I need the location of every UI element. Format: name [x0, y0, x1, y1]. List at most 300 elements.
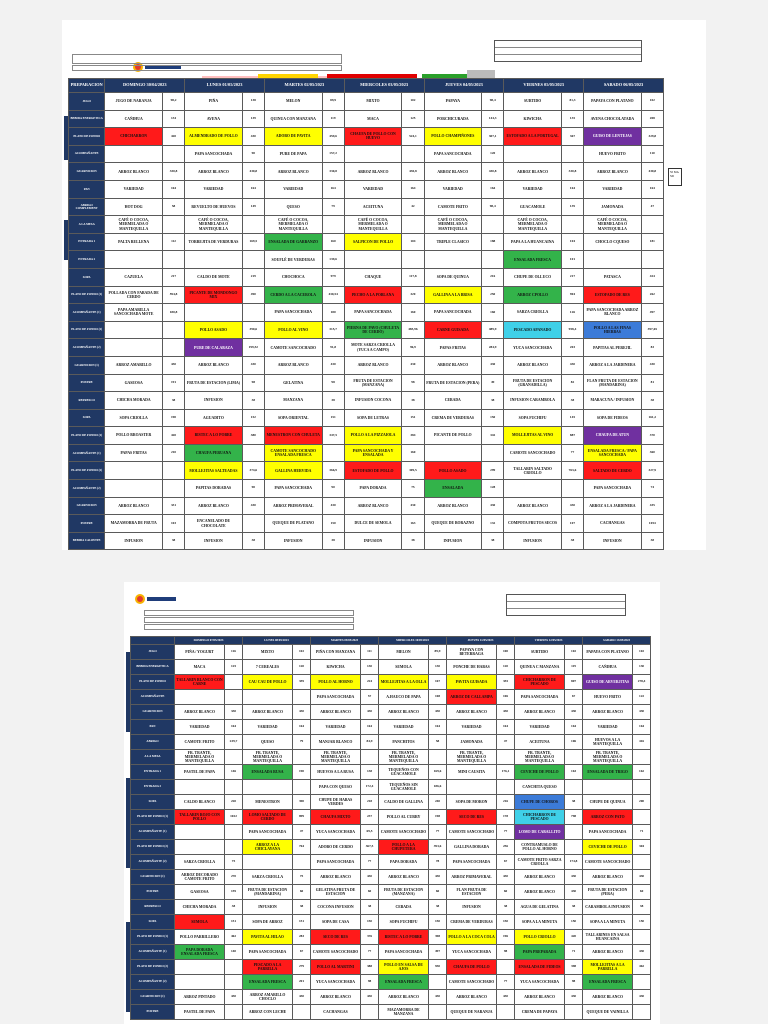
dish-quantity: 309,5: [402, 462, 424, 480]
menu-row: [131, 690, 651, 705]
menu-row: [69, 427, 664, 445]
dish-quantity: 107: [561, 515, 583, 533]
dish-quantity: 430: [565, 990, 583, 1005]
dish-description: CHAUFA DE POLLO CON HUEVO: [344, 128, 402, 146]
dish-quantity: 38: [402, 532, 424, 550]
dish-description: [504, 145, 562, 163]
dish-description: ARROZ PRIMAVERAL: [264, 497, 322, 515]
dish-quantity: 490: [242, 286, 264, 304]
dish-quantity: 138: [361, 765, 379, 780]
dish-quantity: 78: [429, 855, 447, 870]
dish-quantity: 1022: [225, 810, 243, 825]
dish-description: PAPITAS DORADAS: [185, 480, 243, 498]
dish-quantity: 75: [225, 855, 243, 870]
menu-row: [69, 462, 664, 480]
day-header: DOMINGO 07/05/2023: [175, 637, 243, 645]
dish-description: MAZAMORRA DE FRUTA: [105, 515, 163, 533]
row-label: ACOMPAÑANTE (2): [131, 855, 175, 870]
dish-quantity: 162: [633, 765, 651, 780]
dish-quantity: 430: [497, 870, 515, 885]
dish-quantity: 330,8: [162, 163, 184, 181]
dish-quantity: 430: [633, 705, 651, 720]
dish-description: PAPA DORADA ENSALADA FRESCA: [175, 945, 225, 960]
day-header: MARTES 09/05/2023: [311, 637, 379, 645]
dish-description: FR. TRANTE, MERMELADA O MANTEQUILLA: [515, 750, 565, 765]
menu-row: [69, 497, 664, 515]
dish-description: CHUPE DE OLLUCO: [504, 268, 562, 286]
dish-description: FR. TRANTE, MERMELADA O MANTEQUILLA: [311, 750, 361, 765]
dish-description: [175, 690, 225, 705]
dish-quantity: 38: [565, 795, 583, 810]
dish-description: FR. TRANTE, MERMELADA O MANTEQUILLA: [379, 750, 429, 765]
dish-quantity: 497: [429, 945, 447, 960]
dish-description: POLLO AL MARTINI: [311, 960, 361, 975]
dish-quantity: 60: [497, 885, 515, 900]
dish-description: SOPA DE QUINUA: [424, 268, 482, 286]
dish-description: MOLLEJITAS AL VINO: [504, 427, 562, 445]
dish-description: ARROZ BLANCO: [515, 705, 565, 720]
dish-quantity: 145: [561, 409, 583, 427]
page-2: [124, 582, 660, 1024]
dish-description: CREMA DE VERDURAS: [447, 915, 497, 930]
dish-description: ARROZ BLANCO: [504, 356, 562, 374]
dish-quantity: [641, 216, 663, 234]
dish-description: FR. TRANTE, MERMELADA O MANTEQUILLA: [583, 750, 633, 765]
dish-quantity: 90: [242, 145, 264, 163]
dish-quantity: 430: [482, 497, 504, 515]
dish-description: TALLARINES EN SALSA HUANCAINA: [583, 930, 633, 945]
dish-quantity: 98: [361, 975, 379, 990]
menu-row: [131, 840, 651, 855]
dish-quantity: 397,65: [641, 321, 663, 339]
dish-quantity: 430: [633, 945, 651, 960]
day-header: MIERCOLES 03/05/2023: [344, 79, 424, 93]
dish-description: SEMOLA: [175, 915, 225, 930]
dish-quantity: 958,4: [561, 321, 583, 339]
dish-description: ARROZ CPOLLO: [504, 286, 562, 304]
dish-description: GALLINA HERVIDA: [264, 462, 322, 480]
dish-description: MANZANA: [264, 392, 322, 410]
dish-quantity: 374,6: [242, 462, 264, 480]
dish-description: [583, 780, 633, 795]
dish-quantity: 89,9: [322, 93, 344, 111]
dish-quantity: 164: [429, 720, 447, 735]
dish-description: JUGO DE NARANJA: [105, 93, 163, 111]
dish-description: VARIEDAD: [424, 180, 482, 198]
dish-quantity: 188: [482, 233, 504, 251]
dish-description: [105, 339, 163, 357]
dish-description: ADOBO DE PAVITA: [264, 128, 322, 146]
dish-description: PASTEL DE PAPA: [175, 765, 225, 780]
dish-description: CALDO DE MOTE: [185, 268, 243, 286]
dish-description: PAVITA AL HILAO: [243, 930, 293, 945]
dish-quantity: 38: [361, 900, 379, 915]
dish-quantity: 164: [641, 180, 663, 198]
row-label: ENTRADA 1: [69, 233, 105, 251]
dish-description: PAPITAS AL PEREJIL: [584, 339, 642, 357]
dish-quantity: 462: [633, 960, 651, 975]
dish-quantity: 327,9: [641, 462, 663, 480]
dish-quantity: 190: [162, 409, 184, 427]
dish-description: FR. TRANTE, MERMELADA O MANTEQUILLA: [175, 750, 225, 765]
dish-quantity: 430: [429, 705, 447, 720]
dish-description: LOMO DE CABALLITO: [515, 825, 565, 840]
dish-description: MINI CAUSITA: [447, 765, 497, 780]
dish-description: CEVICHE DE POLLO: [583, 840, 633, 855]
dish-quantity: [225, 960, 243, 975]
dish-quantity: 60: [361, 885, 379, 900]
dish-quantity: 130: [429, 660, 447, 675]
menu-row: [69, 444, 664, 462]
dish-description: ARROZ A LA CHICLAYANA: [243, 840, 293, 855]
dish-quantity: 103: [162, 515, 184, 533]
dish-description: CARAMBOLA INFUSION: [583, 900, 633, 915]
dish-quantity: 77: [361, 945, 379, 960]
dish-description: SECO DE RES: [447, 810, 497, 825]
dish-description: PAPA SANCOCHADA Y ENSALADA: [344, 444, 402, 462]
dish-description: CAFÉ O COCOA, MERMELADA O MANTEQUILLA: [504, 216, 562, 234]
dish-quantity: 98: [242, 374, 264, 392]
dish-quantity: 435: [641, 497, 663, 515]
dish-quantity: 430,54: [322, 286, 344, 304]
dish-description: CARNE GUISADA: [424, 321, 482, 339]
dish-quantity: 430: [225, 990, 243, 1005]
dish-description: [243, 780, 293, 795]
row-label: GUARNICION: [69, 497, 105, 515]
row-label: SOPA: [131, 915, 175, 930]
dish-description: ADOBO DE CERDO: [311, 840, 361, 855]
dish-quantity: 75: [293, 870, 311, 885]
dish-quantity: 359: [293, 675, 311, 690]
dish-quantity: 181: [641, 233, 663, 251]
dish-quantity: 130: [361, 660, 379, 675]
dish-quantity: 430: [293, 705, 311, 720]
dish-quantity: 216: [497, 795, 515, 810]
dish-description: POLLO ASADO: [424, 462, 482, 480]
dish-description: PAPA SANCOCHADA: [311, 855, 361, 870]
dish-quantity: 67: [565, 690, 583, 705]
dish-description: PAPA SANCOCHADA: [515, 690, 565, 705]
dish-quantity: 430,8: [402, 163, 424, 181]
dish-description: ENSALADA FRESCA: [379, 975, 429, 990]
dish-description: CHICHARRON: [105, 128, 163, 146]
dish-quantity: 393,6: [429, 840, 447, 855]
dish-description: MOLLEJITAS A LA OLLA: [379, 675, 429, 690]
dish-quantity: 430: [561, 356, 583, 374]
menu-row: [69, 321, 664, 339]
menu-row: [69, 304, 664, 322]
dish-description: CAÑIHUA: [583, 660, 633, 675]
dish-description: COCONA INFUSION: [311, 900, 361, 915]
dish-description: PAPA SANCOCHADA: [379, 945, 429, 960]
dish-description: GELATINA: [264, 374, 322, 392]
dish-quantity: 430: [361, 705, 379, 720]
dish-quantity: 196: [497, 930, 515, 945]
menu-row: [131, 975, 651, 990]
row-label: PLATO DE FONDO (2): [131, 960, 175, 975]
dish-quantity: [482, 216, 504, 234]
dish-description: PALTA RELLENA: [105, 233, 163, 251]
dish-description: VARIEDAD: [447, 720, 497, 735]
dish-description: CAFÉ O COCOA, MERMELADA O MANTEQUILLA: [584, 216, 642, 234]
dish-quantity: 38: [322, 532, 344, 550]
dish-description: PURE DE PAPA: [264, 145, 322, 163]
dish-description: ENSALADA DE FIDEOS: [515, 960, 565, 975]
row-label: ABRIGO COMPLEMENT: [69, 198, 105, 216]
dish-quantity: 979: [322, 268, 344, 286]
dish-quantity: [429, 1005, 447, 1020]
dish-description: ARROZ BLANCO: [583, 945, 633, 960]
dish-description: ARROZ BLANCO: [584, 163, 642, 181]
row-label: PLATO DE FONDO: [131, 675, 175, 690]
dish-quantity: 150: [497, 915, 515, 930]
dish-description: CANCHITA QUESO: [515, 780, 565, 795]
dish-quantity: 132: [482, 515, 504, 533]
dish-description: PESCADO A LA PARRILLA: [243, 960, 293, 975]
dish-quantity: 60: [429, 885, 447, 900]
row-label: GUARNICION (1): [131, 870, 175, 885]
row-label: ACOMPAÑANTE (1): [131, 825, 175, 840]
dish-quantity: 367: [561, 128, 583, 146]
dish-quantity: 38: [293, 900, 311, 915]
dish-quantity: 57: [361, 690, 379, 705]
dish-description: SOPA FUCHIFU: [504, 409, 562, 427]
dish-quantity: 430: [242, 128, 264, 146]
dish-quantity: 79: [293, 735, 311, 750]
dish-quantity: 150: [565, 915, 583, 930]
dish-description: POLLO A LA CHUPETERA: [379, 840, 429, 855]
menu-row: [69, 251, 664, 269]
dish-description: GUACAMOLE: [504, 198, 562, 216]
dish-quantity: 220: [225, 795, 243, 810]
dish-quantity: 106: [565, 735, 583, 750]
dish-quantity: 191: [162, 374, 184, 392]
dish-description: POLLO PARRILLERO: [175, 930, 225, 945]
dish-quantity: 176,1: [497, 765, 515, 780]
dish-quantity: [225, 1005, 243, 1020]
dish-quantity: 164: [497, 720, 515, 735]
dish-quantity: 330: [225, 705, 243, 720]
dish-description: DULCE DE SEMOLA: [344, 515, 402, 533]
dish-quantity: 98,4: [482, 198, 504, 216]
dish-quantity: 430: [293, 990, 311, 1005]
dish-quantity: 108: [429, 690, 447, 705]
dish-quantity: [293, 690, 311, 705]
dish-quantity: 138: [242, 93, 264, 111]
dish-description: FR. TRANTE, MERMELADA O MANTEQUILLA: [243, 750, 293, 765]
dish-quantity: 256: [497, 840, 515, 855]
row-label: POSTRE: [69, 374, 105, 392]
dish-description: ARROZ BLANCO: [583, 990, 633, 1005]
dish-description: PAPA SANCOCHADA: [424, 145, 482, 163]
dish-quantity: 98: [497, 945, 515, 960]
dish-quantity: 38: [162, 532, 184, 550]
dish-quantity: 366,9: [322, 462, 344, 480]
menu-row: [69, 286, 664, 304]
dish-description: ENCANELADO DE CHOCOLATE: [185, 515, 243, 533]
dish-quantity: 430: [361, 870, 379, 885]
dish-description: [243, 855, 293, 870]
dish-quantity: 150: [361, 915, 379, 930]
dish-quantity: 75: [402, 480, 424, 498]
menu-row: [131, 990, 651, 1005]
menu-row: [131, 675, 651, 690]
dish-quantity: 77: [497, 975, 515, 990]
dish-description: POLLO EN SALSA DE AJOS: [379, 960, 429, 975]
dish-description: BISTEC A LO POBRE: [185, 427, 243, 445]
menu-row: [69, 163, 664, 181]
dish-quantity: 930: [429, 960, 447, 975]
dish-description: ARROZ BLANCO: [583, 870, 633, 885]
dish-description: ARROZ AMARILLO CHOCLO: [243, 990, 293, 1005]
row-label: PAN: [131, 720, 175, 735]
dish-description: [344, 145, 402, 163]
dish-quantity: [242, 251, 264, 269]
dish-quantity: 416: [633, 735, 651, 750]
dish-description: FRUTA DE ESTACION (MANZANA): [344, 374, 402, 392]
dish-description: VARIEDAD: [583, 720, 633, 735]
row-label: PAN: [69, 180, 105, 198]
dish-description: PAPA SANCOCHADA: [584, 480, 642, 498]
dish-quantity: [361, 750, 379, 765]
dish-description: MELON: [264, 93, 322, 111]
dish-description: INFUSION: [447, 900, 497, 915]
row-label: SOPA: [69, 409, 105, 427]
dish-description: TRIPLE CLASICO: [424, 233, 482, 251]
dish-description: ARROZ BLANCO: [344, 497, 402, 515]
row-label: A LA MESA: [69, 216, 105, 234]
dish-quantity: 164: [633, 720, 651, 735]
dish-description: QUEQUE DE PLATANO: [264, 515, 322, 533]
dish-description: PAPA PREPARADA: [515, 945, 565, 960]
dish-description: YUCA SANCOCHADA: [447, 945, 497, 960]
dish-description: SURTIDO: [504, 93, 562, 111]
dish-quantity: 58: [162, 198, 184, 216]
row-label: ACOMPAÑANTE (1): [69, 444, 105, 462]
dish-quantity: [162, 339, 184, 357]
dish-quantity: 81,3: [561, 93, 583, 111]
menu-row: [69, 180, 664, 198]
menu-row: [131, 720, 651, 735]
dish-description: FR. TRANTE, MERMELADA O MANTEQUILLA: [447, 750, 497, 765]
dish-quantity: 84,9: [361, 735, 379, 750]
dish-quantity: 390,6: [242, 321, 264, 339]
dish-description: CHAUFA DE ATUN: [584, 427, 642, 445]
dish-quantity: 210: [162, 444, 184, 462]
dish-quantity: [497, 780, 515, 795]
dish-quantity: 164: [402, 180, 424, 198]
dish-quantity: 240: [429, 795, 447, 810]
dish-quantity: 125: [225, 660, 243, 675]
dish-quantity: 38: [242, 532, 264, 550]
menu-row: [69, 216, 664, 234]
row-label: JUGO: [69, 93, 105, 111]
dish-quantity: [242, 444, 264, 462]
dish-description: YUCA SANCOCHADA: [515, 975, 565, 990]
dish-description: YUCA SANCOCHADA: [311, 975, 361, 990]
dish-description: PAPA SANCOCHADA: [344, 304, 402, 322]
row-label: GUARNICION (1): [69, 356, 105, 374]
row-label: PLATO DE FONDO (1): [131, 930, 175, 945]
dish-quantity: 151: [402, 409, 424, 427]
dish-quantity: 38: [225, 900, 243, 915]
dish-description: MANJAR BLANCO: [311, 735, 361, 750]
dish-description: ALMENDRADO DE POLLO: [185, 128, 243, 146]
dish-description: ENSALADA FRESCA: [504, 251, 562, 269]
dish-quantity: 284,9: [482, 339, 504, 357]
dish-description: CHAUFA MIXTO: [311, 810, 361, 825]
dish-quantity: 164: [293, 720, 311, 735]
dish-quantity: 200: [633, 795, 651, 810]
dish-quantity: 807: [565, 675, 583, 690]
day-header: VIERNES 05/05/2023: [504, 79, 584, 93]
dish-description: [243, 690, 293, 705]
dish-description: QUINUA C MANZANA: [515, 660, 565, 675]
column-head-preparacion: PREPARACION: [69, 79, 105, 93]
dish-quantity: 180,8: [162, 304, 184, 322]
dish-description: ARROZ A LA JARDINERA: [584, 356, 642, 374]
dish-quantity: 224: [361, 675, 379, 690]
dish-description: MACA: [175, 660, 225, 675]
dish-quantity: 430: [322, 356, 344, 374]
dish-description: VARIEDAD: [344, 180, 402, 198]
dish-description: ENSALADA: [424, 480, 482, 498]
dish-description: PICANTE DE POLLO: [424, 427, 482, 445]
row-label: ENTRADA 2: [131, 780, 175, 795]
dish-description: PAPA SANCOCHADA: [243, 825, 293, 840]
dish-description: PIÑA: [185, 93, 243, 111]
dish-description: CAFÉ O COCOA, MERMELADA O MANTEQUILLA: [264, 216, 322, 234]
dish-description: PAPA A LA HUANCAINA: [504, 233, 562, 251]
dish-quantity: [293, 1005, 311, 1020]
dish-description: ARROZ BLANCO: [515, 870, 565, 885]
dish-quantity: 201: [293, 975, 311, 990]
dish-description: MOLLEJITAS A LA PARRILLA: [583, 960, 633, 975]
dish-description: POLLO ASADO: [185, 321, 243, 339]
dish-quantity: 208: [641, 110, 663, 128]
dish-quantity: [322, 216, 344, 234]
dish-quantity: 98,2: [162, 93, 184, 111]
dish-description: SURTIDO: [515, 645, 565, 660]
row-label: ACOMPAÑANTE (1): [69, 304, 105, 322]
menu-row: [69, 532, 664, 550]
dish-quantity: 320: [402, 286, 424, 304]
dish-description: MIXTO: [344, 93, 402, 111]
dish-quantity: 217: [561, 268, 583, 286]
dish-quantity: 217: [162, 268, 184, 286]
dish-quantity: 100: [497, 645, 515, 660]
dish-quantity: 262: [641, 286, 663, 304]
dish-description: ARROZ A LA JARDINERA: [584, 497, 642, 515]
dish-description: QUEQUE DE BORAZNO: [424, 515, 482, 533]
row-label: BEBIDA ENERGETICA: [131, 660, 175, 675]
dish-quantity: 497: [641, 304, 663, 322]
dish-description: PECHO A LA POBLANA: [344, 286, 402, 304]
dish-description: CAFÉ O COCOA, MERMELADA O MANTEQUILLA: [344, 216, 402, 234]
menu-row: [131, 885, 651, 900]
dish-description: SOPA DE CASA: [311, 915, 361, 930]
dish-description: VARIEDAD: [504, 180, 562, 198]
row-label: A LA MESA: [131, 750, 175, 765]
dish-description: PAPAYA: [424, 93, 482, 111]
dish-description: PICANTE DE MONDONGO MIX: [185, 286, 243, 304]
dish-quantity: 38: [641, 532, 663, 550]
dish-description: VARIEDAD: [185, 180, 243, 198]
dish-quantity: 38: [633, 900, 651, 915]
dish-quantity: 77: [361, 855, 379, 870]
dish-description: CAMOTE FRITO SARZA CRIOLLA: [515, 855, 565, 870]
dish-description: POLLO AL HORNO: [311, 675, 361, 690]
